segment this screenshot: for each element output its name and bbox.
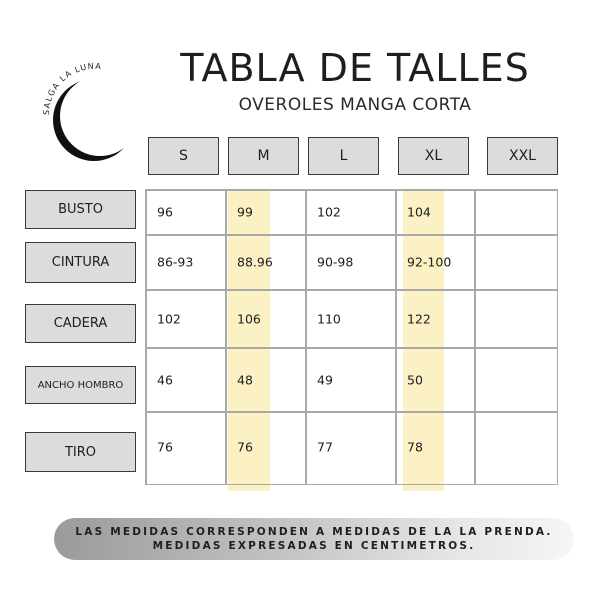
cell-ancho-hombro-xl: 50 [407, 372, 423, 388]
cell-busto-s: 96 [157, 204, 173, 220]
cell-busto-xl: 104 [407, 204, 431, 220]
row-label-tiro: TIRO [25, 432, 136, 472]
row-label-cintura: CINTURA [25, 242, 136, 283]
brand-name: SALGA LA LUNA [41, 61, 103, 116]
page-subtitle: OVEROLES MANGA CORTA [238, 95, 472, 115]
size-table [145, 189, 558, 485]
cell-cintura-s: 86-93 [157, 254, 194, 270]
cell-ancho-hombro-l: 49 [317, 372, 333, 388]
note-line-1: LAS MEDIDAS CORRESPONDEN A MEDIDAS DE LA LA PRENDA. [75, 526, 553, 538]
measurement-note [54, 518, 574, 560]
cell-tiro-m: 76 [237, 439, 253, 455]
cell-tiro-xl: 78 [407, 439, 423, 455]
cell-cadera-xl: 122 [407, 311, 431, 327]
size-header-xxl: XXL [487, 137, 558, 175]
cell-cintura-xl: 92-100 [407, 254, 452, 270]
size-header-s: S [148, 137, 219, 175]
cell-busto-m: 99 [237, 204, 253, 220]
cell-ancho-hombro-s: 46 [157, 372, 173, 388]
row-label-ancho-hombro: ANCHO HOMBRO [25, 366, 136, 404]
cell-tiro-l: 77 [317, 439, 333, 455]
cell-tiro-s: 76 [157, 439, 173, 455]
page-title: TABLA DE TALLES [180, 46, 530, 90]
note-line-2: MEDIDAS EXPRESADAS EN CENTIMETROS. [152, 540, 476, 552]
size-header-m: M [228, 137, 299, 175]
cell-ancho-hombro-m: 48 [237, 372, 253, 388]
crescent-moon-icon [53, 79, 135, 161]
brand-logo [40, 60, 150, 170]
cell-cintura-l: 90-98 [317, 254, 354, 270]
cell-cadera-l: 110 [317, 311, 341, 327]
cell-cadera-s: 102 [157, 311, 181, 327]
size-header-l: L [308, 137, 379, 175]
cell-cadera-m: 106 [237, 311, 261, 327]
size-header-xl: XL [398, 137, 469, 175]
row-label-busto: BUSTO [25, 190, 136, 229]
row-label-cadera: CADERA [25, 304, 136, 343]
cell-busto-l: 102 [317, 204, 341, 220]
cell-cintura-m: 88.96 [237, 254, 273, 270]
